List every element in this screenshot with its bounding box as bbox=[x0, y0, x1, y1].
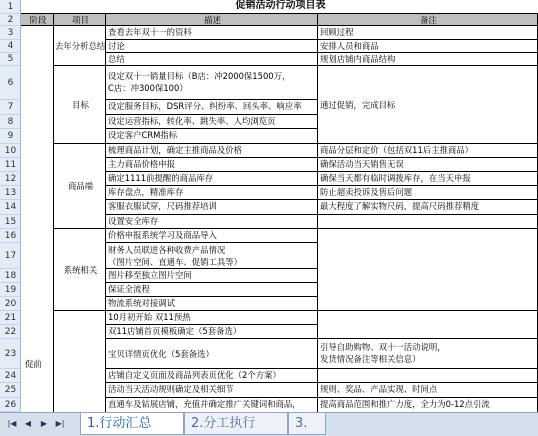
note-row-23[interactable] bbox=[318, 339, 538, 369]
row-number[interactable]: 8 bbox=[0, 115, 21, 129]
row-number[interactable]: 7 bbox=[0, 100, 21, 115]
note-row-26[interactable]: 提高商品范围和推广力度，全力为0-12点引流 bbox=[318, 398, 538, 412]
note-row-21-22[interactable] bbox=[318, 311, 538, 339]
note-goals[interactable]: 通过促销，完成目标 bbox=[318, 66, 538, 144]
desc-row-10[interactable]: 梳理商品计划，确定主推商品及价格 bbox=[106, 144, 318, 158]
last-sheet-icon[interactable]: ▶| bbox=[55, 419, 65, 428]
desc-row-12[interactable]: 确定1111前提醒的商品库存 bbox=[106, 172, 318, 186]
desc-row-6-line1: 设定双十一销量目标（B店：冲2000保1500万， bbox=[108, 71, 291, 81]
desc-row-3[interactable]: 查看去年双十一的资料 bbox=[106, 26, 318, 40]
note-row-14[interactable]: 最大程度了解实物尺码，提高尺码推荐精度 bbox=[318, 200, 538, 215]
desc-row-19[interactable]: 保证全流程 bbox=[106, 283, 318, 297]
item-blank-lower[interactable] bbox=[54, 311, 106, 412]
note-row-23-line1: 引导自助购物、双十一活动说明， bbox=[320, 342, 446, 352]
desc-row-24[interactable]: 店铺自定义页面及商品列表页优化（2个方案） bbox=[106, 369, 318, 383]
desc-row-17[interactable] bbox=[106, 243, 318, 269]
row-number[interactable]: 5 bbox=[0, 53, 21, 66]
row-number[interactable]: 10 bbox=[0, 144, 21, 158]
note-row-3[interactable]: 回顾过程 bbox=[318, 26, 538, 40]
group-goals[interactable]: 目标 bbox=[54, 66, 106, 144]
desc-row-6-line2: C店：冲300保100） bbox=[108, 83, 188, 93]
prev-sheet-icon[interactable]: ◀ bbox=[24, 419, 32, 428]
row-number[interactable]: 22 bbox=[0, 325, 21, 339]
next-sheet-icon[interactable]: ▶ bbox=[40, 419, 48, 428]
desc-row-20[interactable]: 物流系统对接调试 bbox=[106, 297, 318, 311]
desc-row-4[interactable]: 讨论 bbox=[106, 40, 318, 53]
desc-row-13[interactable]: 库存盘点，精准库存 bbox=[106, 186, 318, 200]
row-number[interactable]: 13 bbox=[0, 186, 21, 200]
row-number[interactable]: 19 bbox=[0, 283, 21, 297]
header-item[interactable]: 项目 bbox=[54, 14, 106, 26]
sheet-tab-bar bbox=[0, 412, 538, 436]
row-number[interactable]: 2 bbox=[0, 14, 21, 26]
row-number[interactable]: 24 bbox=[0, 369, 21, 383]
desc-row-22[interactable]: 双11店铺首页模板确定（5套备选） bbox=[106, 325, 318, 339]
note-row-23-line2: 发货情况备注等相关信息） bbox=[320, 354, 421, 364]
desc-row-14[interactable]: 客服衣服试穿，尺码推荐培训 bbox=[106, 200, 318, 215]
row-number[interactable]: 9 bbox=[0, 129, 21, 144]
row-number[interactable]: 11 bbox=[0, 158, 21, 172]
desc-row-17-line2: （图片空间、直通车、促销工具等） bbox=[108, 257, 242, 267]
sheet-title[interactable]: 促销活动行动项目表 bbox=[21, 0, 538, 14]
desc-row-25[interactable]: 活动当天活动规则确定及相关细节 bbox=[106, 383, 318, 398]
note-row-25[interactable]: 规则、奖品、产品实现、时间点 bbox=[318, 383, 538, 398]
note-row-24[interactable] bbox=[318, 369, 538, 383]
desc-row-18[interactable]: 图片移至独立图片空间 bbox=[106, 269, 318, 283]
desc-row-23[interactable]: 宝贝详情页优化（5套备选） bbox=[106, 339, 318, 369]
desc-row-8[interactable]: 设定运营指标，转化率、跳失率、人均浏览页 bbox=[106, 115, 318, 129]
row-number[interactable]: 23 bbox=[0, 339, 21, 369]
note-system[interactable] bbox=[318, 229, 538, 311]
phase-label: 促前 bbox=[25, 359, 42, 369]
group-last-year-analysis[interactable]: 去年分析总结 bbox=[54, 26, 106, 66]
tab-sheet-3[interactable]: 3. bbox=[288, 413, 326, 435]
row-number[interactable]: 18 bbox=[0, 269, 21, 283]
row-number[interactable]: 4 bbox=[0, 40, 21, 53]
note-row-4[interactable]: 安排人员和商品 bbox=[318, 40, 538, 53]
row-number[interactable]: 20 bbox=[0, 297, 21, 311]
group-system[interactable]: 系统相关 bbox=[54, 229, 106, 311]
header-phase[interactable]: 阶段 bbox=[21, 14, 54, 26]
note-row-10[interactable]: 商品分层和定价（包括双11后主推商品） bbox=[318, 144, 538, 158]
row-number[interactable]: 1 bbox=[0, 0, 21, 14]
header-note[interactable]: 备注 bbox=[318, 14, 538, 26]
note-row-12[interactable]: 确保当天都有临时调拨库存，在当天申报 bbox=[318, 172, 538, 186]
note-row-15[interactable] bbox=[318, 215, 538, 229]
row-number[interactable]: 26 bbox=[0, 398, 21, 412]
note-row-5[interactable]: 规划店铺内商品结构 bbox=[318, 53, 538, 66]
desc-row-17-line1: 财务人员联进各种收费产品情况 bbox=[108, 245, 226, 255]
first-sheet-icon[interactable]: |◀ bbox=[7, 419, 17, 428]
desc-row-16[interactable]: 价格申报系统学习及商品导入 bbox=[106, 229, 318, 243]
note-row-11[interactable]: 确保活动当天销售无误 bbox=[318, 158, 538, 172]
tab-task-assignment[interactable]: 2.分工执行 bbox=[184, 413, 288, 435]
tab-action-summary[interactable]: 1.行动汇总 bbox=[80, 413, 184, 435]
desc-row-15[interactable]: 设置安全库存 bbox=[106, 215, 318, 229]
desc-row-5[interactable]: 总结 bbox=[106, 53, 318, 66]
row-number[interactable]: 6 bbox=[0, 66, 21, 100]
note-row-13[interactable]: 防止超卖投诉及售后问题 bbox=[318, 186, 538, 200]
desc-row-11[interactable]: 主力商品价格申报 bbox=[106, 158, 318, 172]
desc-row-26[interactable]: 直通车及钻展店铺，充值并确定推广关键词和商品， bbox=[106, 398, 318, 412]
header-description[interactable]: 描述 bbox=[106, 14, 318, 26]
desc-row-7[interactable]: 设定服务目标，DSR评分、纠纷率、回头率、响应率 bbox=[106, 100, 318, 115]
group-product[interactable]: 商品端 bbox=[54, 144, 106, 229]
phase-cell[interactable] bbox=[21, 26, 54, 412]
row-number[interactable]: 16 bbox=[0, 229, 21, 243]
row-number[interactable]: 14 bbox=[0, 200, 21, 215]
desc-row-21[interactable]: 10月初开始 双11预热 bbox=[106, 311, 318, 325]
desc-row-9[interactable]: 设定客户CRM指标 bbox=[106, 129, 318, 144]
row-number[interactable]: 3 bbox=[0, 26, 21, 40]
row-number[interactable]: 25 bbox=[0, 383, 21, 398]
row-number[interactable]: 17 bbox=[0, 243, 21, 269]
row-number[interactable]: 21 bbox=[0, 311, 21, 325]
desc-row-6[interactable] bbox=[106, 66, 318, 100]
row-number[interactable]: 12 bbox=[0, 172, 21, 186]
row-number[interactable]: 15 bbox=[0, 215, 21, 229]
